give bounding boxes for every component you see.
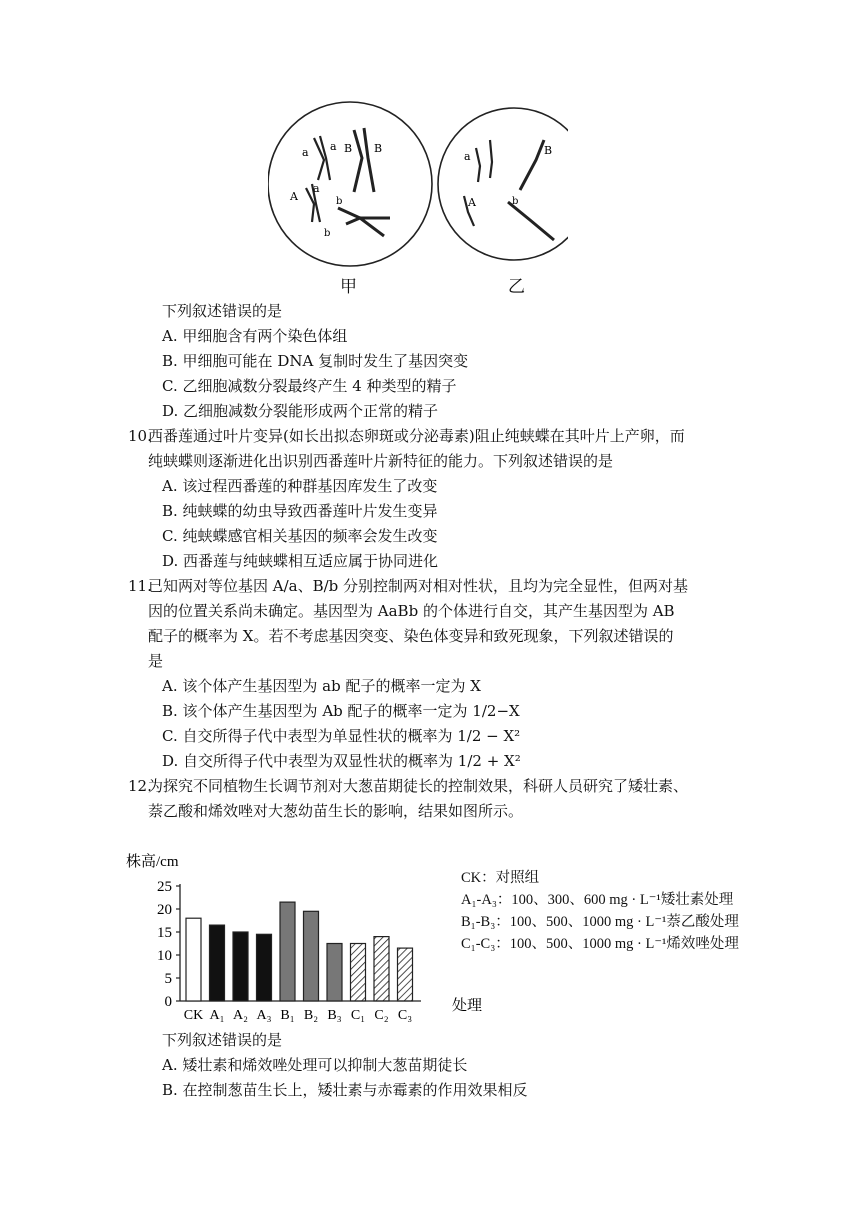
q10-stem-line1: 西番莲通过叶片变异(如长出拟态卵斑或分泌毒素)阻止纯蛱蝶在其叶片上产卵，而 [148, 427, 685, 445]
svg-text:b: b [336, 196, 343, 207]
legend-c: C₁-C₃：100、500、1000 mg · L⁻¹烯效唑处理 [461, 936, 739, 952]
x-tick-label: B₂ [303, 1008, 319, 1023]
bar-6 [327, 944, 342, 1002]
x-tick-label: C₂ [374, 1008, 389, 1023]
q12-number: 12. [128, 777, 152, 795]
svg-text:a: a [313, 182, 320, 195]
svg-text:B: B [374, 142, 383, 155]
q10-number: 10. [128, 427, 152, 445]
q11-stem-line1: 已知两对等位基因 A/a、B/b 分别控制两对相对性状，且均为完全显性，但两对基 [148, 577, 689, 595]
q10-option-b: B. 纯蛱蝶的幼虫导致西番莲叶片发生变异 [162, 502, 438, 520]
legend-a: A₁-A₃：100、300、600 mg · L⁻¹矮壮素处理 [461, 892, 734, 908]
cell-jia [268, 102, 432, 266]
cell-yi [438, 108, 568, 260]
q9-stem: 下列叙述错误的是 [162, 302, 283, 320]
svg-text:a: a [302, 146, 309, 159]
q10-option-c: C. 纯蛱蝶感官相关基因的频率会发生改变 [162, 527, 438, 545]
bar-0 [186, 918, 201, 1001]
q12-stem-line2: 萘乙酸和烯效唑对大葱幼苗生长的影响，结果如图所示。 [148, 802, 524, 820]
q9-option-c: C. 乙细胞减数分裂最终产生 4 种类型的精子 [162, 377, 457, 395]
q12-option-a: A. 矮壮素和烯效唑处理可以抑制大葱苗期徒长 [162, 1056, 468, 1074]
x-tick-label: B₃ [327, 1008, 342, 1023]
svg-text:A: A [290, 190, 298, 203]
q11-stem-line4: 是 [148, 652, 164, 670]
svg-text:A: A [468, 196, 476, 209]
bar-4 [280, 902, 295, 1001]
chart-xlabel: 处理 [452, 998, 483, 1014]
q11-stem-line3: 配子的概率为 X。若不考虑基因突变、染色体变异和致死现象，下列叙述错误的 [148, 627, 674, 645]
y-tick-label: 20 [157, 902, 172, 918]
bar-8 [374, 937, 389, 1001]
svg-text:B: B [344, 142, 353, 155]
y-tick-label: 0 [164, 994, 172, 1010]
q12-stem-line1: 为探究不同植物生长调节剂对大葱苗期徒长的控制效果，科研人员研究了矮壮素、 [148, 777, 689, 795]
y-tick-label: 5 [164, 971, 172, 987]
q11-option-c: C. 自交所得子代中表型为单显性状的概率为 1/2 − X² [162, 727, 521, 745]
x-tick-label: A₃ [256, 1008, 272, 1023]
x-tick-label: A₂ [233, 1008, 248, 1023]
svg-text:a: a [330, 140, 337, 153]
q11-option-b: B. 该个体产生基因型为 Ab 配子的概率一定为 1/2−X [162, 702, 520, 720]
x-tick-label: CK [183, 1008, 204, 1023]
q9-option-a: A. 甲细胞含有两个染色体组 [162, 327, 348, 345]
x-tick-label: C₁ [350, 1008, 366, 1023]
y-tick-label: 10 [157, 948, 172, 964]
cell-figure [268, 100, 568, 270]
bar-3 [257, 934, 272, 1001]
bar-5 [304, 911, 319, 1001]
x-tick-label: C₃ [397, 1008, 413, 1023]
bar-9 [398, 948, 413, 1001]
bar-2 [233, 932, 248, 1001]
q12-option-b: B. 在控制葱苗生长上，矮壮素与赤霉素的作用效果相反 [162, 1081, 528, 1099]
q10-option-d: D. 西番莲与纯蛱蝶相互适应属于协同进化 [162, 552, 439, 570]
x-tick-label: B₁ [280, 1008, 295, 1023]
q11-option-a: A. 该个体产生基因型为 ab 配子的概率一定为 X [162, 677, 481, 695]
q11-number: 11. [128, 577, 152, 595]
cell-label-jia: 甲 [340, 277, 357, 297]
svg-text:B: B [544, 144, 553, 157]
q10-option-a: A. 该过程西番莲的种群基因库发生了改变 [162, 477, 438, 495]
svg-text:a: a [464, 150, 471, 163]
svg-text:b: b [324, 228, 331, 239]
x-tick-label: A₁ [209, 1008, 225, 1023]
q10-stem-line2: 纯蛱蝶则逐渐进化出识别西番莲叶片新特征的能力。下列叙述错误的是 [148, 452, 614, 470]
cell-label-yi: 乙 [508, 277, 525, 297]
q12-after-stem: 下列叙述错误的是 [162, 1031, 283, 1049]
q11-option-d: D. 自交所得子代中表型为双显性状的概率为 1/2 + X² [162, 752, 521, 770]
chart-ylabel: 株高/cm [126, 854, 179, 870]
y-tick-label: 25 [157, 879, 172, 895]
q9-option-d: D. 乙细胞减数分裂能形成两个正常的精子 [162, 402, 439, 420]
legend-ck: CK：对照组 [461, 870, 540, 886]
legend-b: B₁-B₃：100、500、1000 mg · L⁻¹萘乙酸处理 [461, 914, 739, 930]
bar-7 [351, 944, 366, 1002]
y-tick-label: 15 [157, 925, 172, 941]
q11-stem-line2: 因的位置关系尚未确定。基因型为 AaBb 的个体进行自交，其产生基因型为 AB [148, 602, 675, 620]
plant-height-chart [120, 846, 500, 1024]
q9-option-b: B. 甲细胞可能在 DNA 复制时发生了基因突变 [162, 352, 469, 370]
svg-text:b: b [512, 196, 519, 207]
bar-1 [210, 925, 225, 1001]
